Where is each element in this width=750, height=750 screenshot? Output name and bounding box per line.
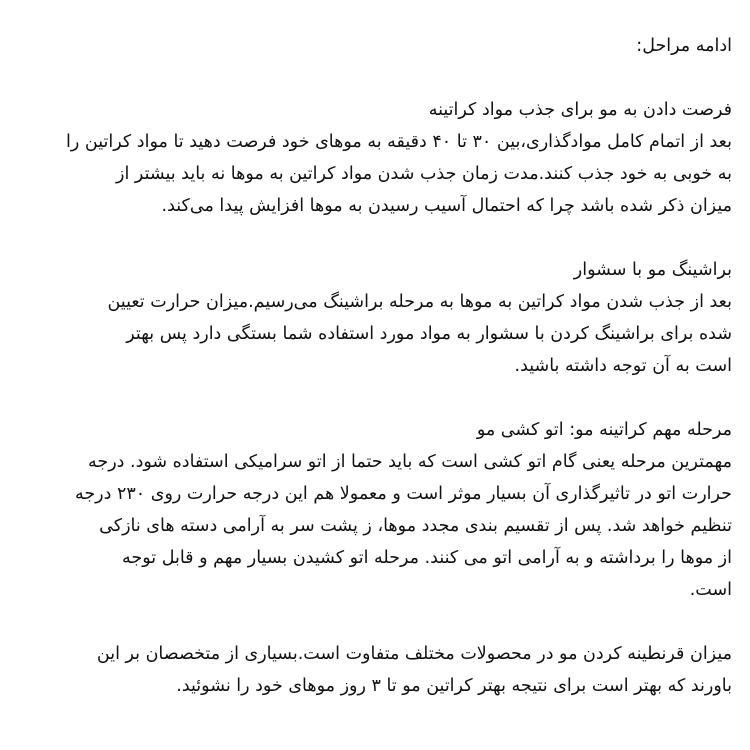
paragraph-line: تنظیم خواهد شد. پس از تقسیم بندی مجدد موها، ز پشت سر به آرامی دسته های نازکی bbox=[99, 516, 732, 536]
section-heading: فرصت دادن به مو برای جذب مواد کراتینه bbox=[428, 100, 732, 120]
paragraph-line: شده برای براشینگ کردن با سشوار به مواد مورد استفاده شما بستگی دارد پس بهتر bbox=[126, 324, 732, 344]
paragraph-line: باورند که بهتر است برای نتیجه بهتر کراتین مو تا ۳ روز موهای خود را نشوئید. bbox=[176, 676, 732, 696]
section-flat-ironing bbox=[22, 414, 732, 606]
paragraph-line: از موها را برداشته و به آرامی اتو می کنند. مرحله اتو کشیدن بسیار مهم و قابل توجه bbox=[122, 548, 732, 568]
paragraph-line: است. bbox=[689, 580, 732, 600]
section-heading: براشینگ مو با سشوار bbox=[573, 260, 732, 280]
paragraph-line: بعد از اتمام کامل موادگذاری،بین ۳۰ تا ۴۰ دقیقه به موهای خود فرصت دهید تا مواد کراتین را bbox=[66, 132, 732, 152]
paragraph-line: حرارت اتو در تاثیرگذاری آن بسیار موثر است و معمولا هم این درجه حرارت روی ۲۳۰ درجه bbox=[74, 484, 732, 504]
paragraph-line: میزان قرنطینه کردن مو در محصولات مختلف متفاوت است.بسیاری از متخصصان بر این bbox=[96, 644, 732, 664]
section-quarantine bbox=[22, 638, 732, 702]
intro-heading: ادامه مراحل: bbox=[636, 36, 732, 56]
paragraph-line: است به آن توجه داشته باشید. bbox=[514, 356, 732, 376]
section-keratin-absorption bbox=[22, 94, 732, 222]
paragraph-line: مهمترین مرحله یعنی گام اتو کشی است که باید حتما از اتو سرامیکی استفاده شود. درجه bbox=[88, 452, 732, 472]
paragraph-line: به خوبی به خود جذب کنند.مدت زمان جذب شدن مواد کراتین به موها نه باید بیشتر از bbox=[116, 164, 732, 184]
paragraph-line: میزان ذکر شده باشد چرا که احتمال آسیب رسیدن به موها افزایش پیدا می‌کند. bbox=[161, 196, 732, 216]
section-heading: مرحله مهم کراتینه مو: اتو کشی مو bbox=[476, 420, 732, 440]
paragraph-line: بعد از جذب شدن مواد کراتین به موها به مرحله براشینگ می‌رسیم.میزان حرارت تعیین bbox=[107, 292, 732, 312]
section-brushing bbox=[22, 254, 732, 382]
